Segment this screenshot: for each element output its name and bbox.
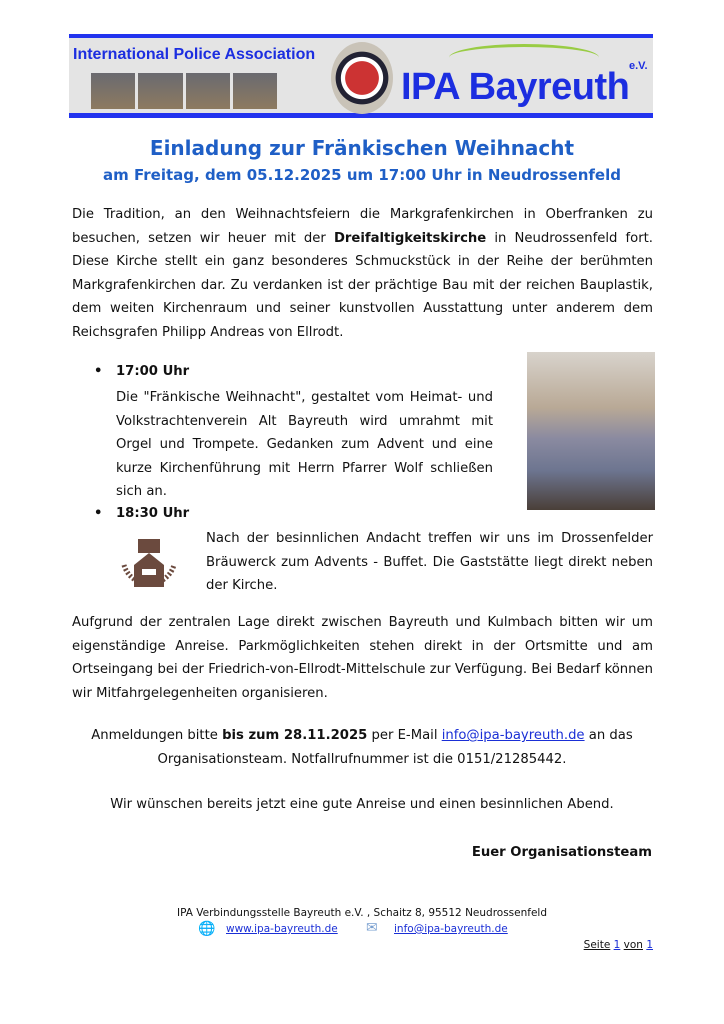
signature: Euer Organisationsteam [471, 845, 652, 860]
intro-paragraph: Die Tradition, an den Weihnachtsfeiern die Markgrafenkirchen in Oberfranken zu besuchen, setzen wir heuer mit der Dreifaltigkeitskirche in Neudrossenfeld fort. Diese Kirche stellt ein ganz besonderes Schmuckstück in der Reihe der berühmten Markgrafenkirchen dar. Zu verdanken ist der prächtige Bau mit der reichen Bauplastik, dem weiten Kirchenraum und seiner kunstvollen Ausstattung unter anderem dem Reichsgrafen Philipp Andreas von Ellrodt. [72, 207, 653, 340]
header-photos [91, 73, 277, 109]
travel-paragraph: Aufgrund der zentralen Lage direkt zwischen Bayreuth und Kulmbach bitten wir um eigenständige Anreise. Parkmöglichkeiten stehen direkt in der Ortsmitte und am Ortseingang bei der Friedrich-von-Ellrodt-Mittelschule zur Verfügung. Bei Bedarf können wir Mitfahrgelegenheiten organisieren. [72, 615, 653, 701]
footer-address: IPA Verbindungsstelle Bayreuth e.V. , Schaitz 8, 95512 Neudrossenfeld [176, 907, 548, 919]
mail-icon: ✉ [366, 920, 378, 936]
page-total-link[interactable]: 1 [646, 939, 653, 951]
page-number: Seite 1 von 1 [583, 939, 653, 951]
header-banner [69, 34, 653, 118]
church-photo [527, 352, 655, 510]
registration-email-link[interactable]: info@ipa-bayreuth.de [441, 728, 585, 743]
registration-line-1: Anmeldungen bitte bis zum 28.11.2025 per E-Mail info@ipa-bayreuth.de an das [91, 728, 633, 743]
program-time-2: • 18:30 Uhr [116, 506, 189, 521]
brand-name: IPA Bayreuth [401, 66, 630, 108]
page-current-link[interactable]: 1 [613, 939, 621, 951]
footer-email-link[interactable]: info@ipa-bayreuth.de [394, 923, 508, 935]
globe-icon: 🌐 [198, 921, 216, 937]
page-subtitle: am Freitag, dem 05.12.2025 um 17:00 Uhr in Neudrossenfeld [103, 166, 621, 184]
program-text-2: Nach der besinnlichen Andacht treffen wir uns im Drossenfelder Bräuwerck zum Advents - Buffet. Die Gaststätte liegt direkt neben der Kirche. [206, 531, 653, 593]
registration-line-2: Organisationsteam. Notfallrufnummer ist die 0151/21285442. [157, 752, 567, 767]
program-time-1: • 17:00 Uhr [116, 364, 189, 379]
ipa-seal-logo [331, 42, 393, 114]
footer-web-link[interactable]: www.ipa-bayreuth.de [226, 923, 338, 935]
brand-suffix: e.V. [629, 60, 648, 72]
org-name: International Police Association [73, 46, 316, 63]
braeuwerck-logo [118, 535, 180, 601]
program-text-1: Die "Fränkische Weihnacht", gestaltet vom Heimat- und Volkstrachtenverein Alt Bayreuth wird umrahmt mit Orgel und Trompete. Gedanken zum Advent und eine kurze Kirchenführung mit Herrn Pfarrer Wolf schließen sich an. [116, 390, 493, 499]
page-title: Einladung zur Fränkischen Weihnacht [149, 136, 575, 160]
closing-wish: Wir wünschen bereits jetzt eine gute Anreise und einen besinnlichen Abend. [110, 797, 614, 812]
